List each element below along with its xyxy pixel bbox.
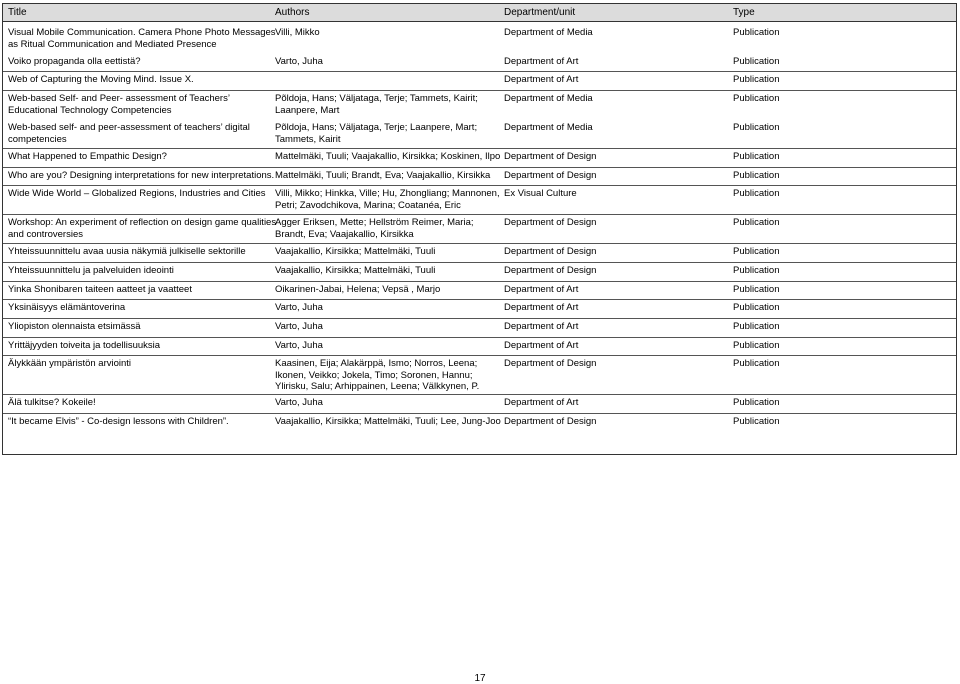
row-type: Publication (733, 170, 780, 181)
row-authors (275, 265, 503, 277)
row-type: Publication (733, 122, 780, 133)
row-authors-line: Villi, Mikko (275, 27, 320, 38)
row-authors (275, 27, 503, 39)
row-divider (3, 299, 956, 300)
row-divider (3, 167, 956, 168)
row-title (8, 321, 273, 333)
row-title-line: Älykkään ympäristön arviointi (8, 358, 132, 369)
row-divider (3, 214, 956, 215)
row-type: Publication (733, 56, 780, 67)
row-title-line: Visual Mobile Communication. Camera Phone Photo Messages (8, 27, 276, 38)
row-title (8, 246, 273, 258)
row-type: Publication (733, 340, 780, 351)
row-title-line: as Ritual Communication and Mediated Presence (8, 38, 217, 50)
table-header (3, 4, 956, 22)
row-title-line: Yhteissuunnittelu avaa uusia näkymiä julkiselle sektorille (8, 246, 246, 257)
row-divider (3, 394, 956, 395)
row-authors (275, 122, 503, 145)
row-department: Department of Art (504, 302, 579, 313)
row-title-line: Yksinäisyys elämäntoverina (8, 302, 126, 313)
row-title (8, 56, 273, 68)
row-authors (275, 170, 503, 182)
row-title (8, 284, 273, 296)
row-divider (3, 262, 956, 263)
row-authors (275, 321, 503, 333)
row-title (8, 93, 273, 116)
row-title (8, 358, 273, 370)
row-authors-line: Tammets, Kairit (275, 133, 341, 145)
row-department: Department of Design (504, 265, 597, 276)
row-department: Department of Design (504, 246, 597, 257)
row-type: Publication (733, 302, 780, 313)
row-department: Department of Media (504, 27, 593, 38)
row-department: Department of Design (504, 217, 597, 228)
row-type: Publication (733, 284, 780, 295)
header-authors: Authors (275, 7, 310, 18)
row-title (8, 74, 273, 86)
row-authors-line: Põldoja, Hans; Väljataga, Terje; Tammets, Kairit; (275, 93, 478, 104)
row-title (8, 188, 273, 200)
row-title-line: Älä tulkitse? Kokeile! (8, 397, 96, 408)
row-type: Publication (733, 74, 780, 85)
row-type: Publication (733, 397, 780, 408)
row-type: Publication (733, 416, 780, 427)
row-authors-line: Põldoja, Hans; Väljataga, Terje; Laanpere, Mart; (275, 122, 478, 133)
row-authors-line: Varto, Juha (275, 321, 323, 332)
row-title-line: Yinka Shonibaren taiteen aatteet ja vaatteet (8, 284, 192, 295)
row-title (8, 217, 277, 240)
row-authors (275, 358, 503, 393)
row-divider (3, 413, 956, 414)
header-title: Title (8, 7, 27, 18)
row-department: Department of Art (504, 74, 579, 85)
row-divider (3, 355, 956, 356)
row-authors-line: Kaasinen, Eija; Alakärppä, Ismo; Norros, Leena; (275, 358, 478, 369)
row-type: Publication (733, 358, 780, 369)
row-authors-line: Petri; Zavodchikova, Marina; Coatanéa, Eric (275, 199, 461, 211)
row-department: Department of Art (504, 340, 579, 351)
row-authors-line: Oikarinen-Jabai, Helena; Vepsä , Marjo (275, 284, 441, 295)
row-department: Ex Visual Culture (504, 188, 577, 199)
row-type: Publication (733, 93, 780, 104)
row-authors-line: Vaajakallio, Kirsikka; Mattelmäki, Tuuli (275, 246, 436, 257)
row-type: Publication (733, 151, 780, 162)
row-authors-line: Ikonen, Veikko; Jokela, Timo; Soronen, Hannu; (275, 369, 473, 381)
row-title (8, 27, 276, 50)
row-authors-line: Agger Eriksen, Mette; Hellström Reimer, Maria; (275, 217, 474, 228)
row-department: Department of Design (504, 151, 597, 162)
row-title-line: Web-based Self- and Peer- assessment of Teachers’ (8, 93, 230, 104)
row-department: Department of Art (504, 56, 579, 67)
row-authors-line: Varto, Juha (275, 56, 323, 67)
row-type: Publication (733, 27, 780, 38)
row-divider (3, 148, 956, 149)
row-authors-line: Villi, Mikko; Hinkka, Ville; Hu, Zhongliang; Mannonen, (275, 188, 500, 199)
row-authors (275, 416, 503, 428)
row-authors-line: Ylirisku, Salu; Arhippainen, Leena; Välkkynen, P. (275, 381, 480, 392)
row-title (8, 122, 273, 145)
row-department: Department of Media (504, 122, 593, 133)
row-authors (275, 56, 503, 68)
row-authors-line: Mattelmäki, Tuuli; Vaajakallio, Kirsikka; Koskinen, Ilpo (275, 151, 501, 162)
row-title-line: Wide Wide World – Globalized Regions, Industries and Cities (8, 188, 266, 199)
row-divider (3, 281, 956, 282)
row-type: Publication (733, 265, 780, 276)
row-authors (275, 302, 503, 314)
row-type: Publication (733, 321, 780, 332)
row-authors (275, 284, 503, 296)
row-type: Publication (733, 188, 780, 199)
row-title-line: “It became Elvis” - Co-design lessons with Children”. (8, 416, 229, 427)
header-type: Type (733, 7, 755, 18)
row-type: Publication (733, 217, 780, 228)
row-department: Department of Art (504, 284, 579, 295)
row-title (8, 397, 273, 409)
row-divider (3, 318, 956, 319)
row-title-line: Voiko propaganda olla eettistä? (8, 56, 141, 67)
row-title (8, 340, 273, 352)
row-title (8, 265, 273, 277)
row-authors-line: Varto, Juha (275, 397, 323, 408)
row-authors (275, 397, 503, 409)
row-authors-line: Vaajakallio, Kirsikka; Mattelmäki, Tuuli; Lee, Jung-Joo (275, 416, 501, 427)
row-authors-line: Brandt, Eva; Vaajakallio, Kirsikka (275, 228, 414, 240)
row-title (8, 416, 273, 428)
row-department: Department of Art (504, 321, 579, 332)
row-title-line: Educational Technology Competencies (8, 104, 172, 116)
row-divider (3, 337, 956, 338)
row-divider (3, 71, 956, 72)
row-authors (275, 151, 503, 163)
row-divider (3, 243, 956, 244)
row-title-line: Yrittäjyyden toiveita ja todellisuuksia (8, 340, 161, 351)
row-authors-line: Laanpere, Mart (275, 104, 340, 116)
row-title-line: Who are you? Designing interpretations for new interpretations. (8, 170, 275, 181)
row-title-line: Yhteissuunnittelu ja palveluiden ideointi (8, 265, 174, 276)
row-authors (275, 93, 503, 116)
row-authors-line: Mattelmäki, Tuuli; Brandt, Eva; Vaajakallio, Kirsikka (275, 170, 491, 181)
row-title-line: What Happened to Empathic Design? (8, 151, 167, 162)
row-title-line: Workshop: An experiment of reflection on design game qualities (8, 217, 277, 228)
row-authors-line: Varto, Juha (275, 340, 323, 351)
row-authors-line: Vaajakallio, Kirsikka; Mattelmäki, Tuuli (275, 265, 436, 276)
row-department: Department of Design (504, 416, 597, 427)
publication-table (2, 3, 957, 455)
row-title-line: and controversies (8, 228, 83, 240)
row-authors (275, 246, 503, 258)
row-department: Department of Design (504, 358, 597, 369)
row-title (8, 302, 273, 314)
row-department: Department of Media (504, 93, 593, 104)
row-authors (275, 217, 503, 240)
header-department: Department/unit (504, 7, 576, 18)
row-authors-line: Varto, Juha (275, 302, 323, 313)
row-title-line: Web-based self- and peer-assessment of teachers’ digital (8, 122, 250, 133)
row-title-line: Web of Capturing the Moving Mind. Issue X. (8, 74, 194, 85)
row-title (8, 170, 273, 182)
row-title (8, 151, 273, 163)
row-department: Department of Art (504, 397, 579, 408)
row-type: Publication (733, 246, 780, 257)
row-authors (275, 188, 503, 211)
row-divider (3, 90, 956, 91)
row-divider (3, 185, 956, 186)
row-department: Department of Design (504, 170, 597, 181)
row-authors (275, 340, 503, 352)
page-number: 17 (474, 673, 486, 684)
row-title-line: competencies (8, 133, 67, 145)
row-title-line: Yliopiston olennaista etsimässä (8, 321, 141, 332)
